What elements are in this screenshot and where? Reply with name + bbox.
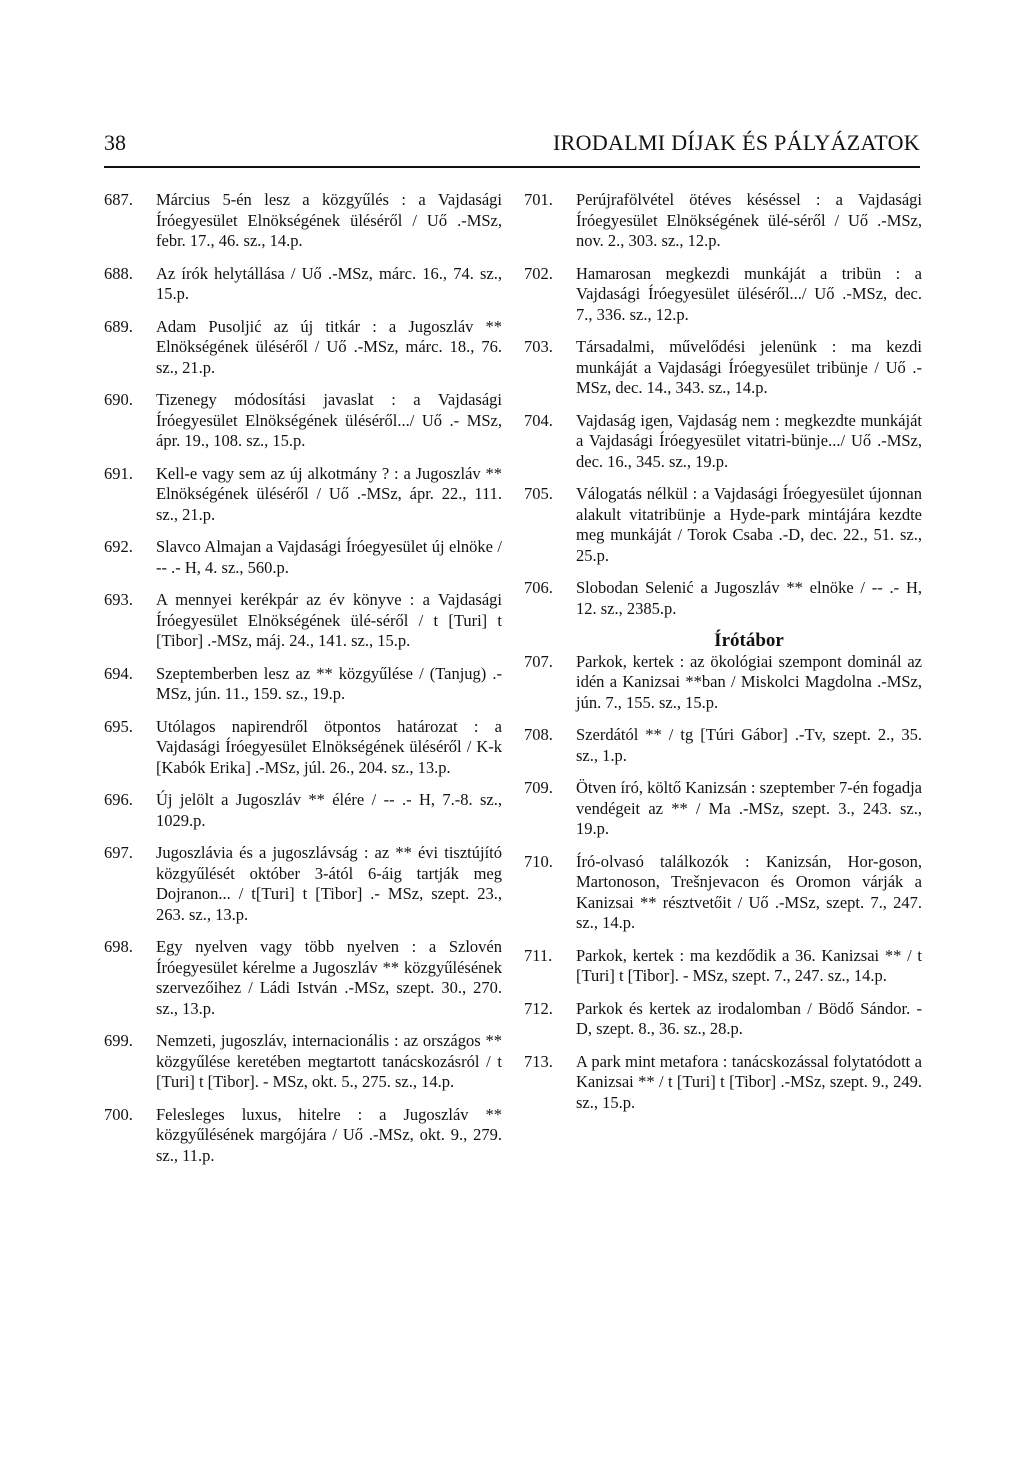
bibliography-entry <box>104 464 502 526</box>
entry-text: Társadalmi, művelődési jelenünk : ma kezdi munkáját a Vajdasági Íróegyesület tribünje / Uő .- MSz, dec. 14., 343. sz., 14.p. <box>576 337 922 397</box>
entry-text: Író-olvasó találkozók : Kanizsán, Hor-goson, Martonoson, Trešnjevacon és Oromon várják a Kanizsai ** résztvetőit / Uő .-MSz, szept. 7., 247. sz., 14.p. <box>576 851 922 932</box>
bibliography-entry <box>524 652 922 714</box>
entry-text: Adam Pusoljić az új titkár : a Jugoszláv ** Elnökségének üléséről / Uő .-MSz, márc. 18., 76. sz., 21.p. <box>156 316 502 377</box>
entry-text: Március 5-én lesz a közgyűlés : a Vajdasági Íróegyesület Elnökségének üléséről / Uő .-MSz, febr. 17., 46. sz., 14.p. <box>156 190 502 250</box>
entry-number: 707. <box>524 651 553 671</box>
entry-number: 713. <box>524 1051 553 1071</box>
entry-number: 695. <box>104 716 133 736</box>
entry-text: Parkok és kertek az irodalomban / Bödő Sándor. - D, szept. 8., 36. sz., 28.p. <box>576 998 922 1038</box>
right-column <box>524 190 922 1125</box>
bibliography-entry <box>524 999 922 1040</box>
entry-number: 689. <box>104 316 133 336</box>
bibliography-entry <box>524 946 922 987</box>
entry-number: 698. <box>104 937 133 956</box>
bibliography-entry <box>104 390 502 452</box>
entry-number: 693. <box>104 590 133 609</box>
entry-number: 697. <box>104 843 133 862</box>
bibliography-entry <box>104 537 502 578</box>
bibliography-entry <box>104 790 502 831</box>
entry-text: Tizenegy módosítási javaslat : a Vajdasági Íróegyesület Elnökségének üléséről.../ Uő .- MSz, ápr. 19., 108. sz., 15.p. <box>156 390 502 450</box>
entry-text: Slavco Almajan a Vajdasági Íróegyesület új elnöke / -- .- H, 4. sz., 560.p. <box>156 537 502 577</box>
entry-text: Utólagos napirendről ötpontos határozat : a Vajdasági Íróegyesület Elnökségének üléséről / K-k [Kabók Erika] .-MSz, júl. 26., 204. sz., 13.p. <box>156 716 502 777</box>
entry-number: 703. <box>524 337 553 356</box>
entry-number: 708. <box>524 725 553 744</box>
entry-text: Szeptemberben lesz az ** közgyűlése / (Tanjug) .-MSz, jún. 11., 159. sz., 19.p. <box>156 663 502 703</box>
entry-text: Vajdaság igen, Vajdaság nem : megkezdte munkáját a Vajdasági Íróegyesület vitatri-bünje.../ Uő .-MSz, dec. 16., 345. sz., 19.p. <box>576 410 922 471</box>
entry-text: Felesleges luxus, hitelre : a Jugoszláv ** közgyűlésének margójára / Uő .-MSz, okt. 9., 279. sz., 11.p. <box>156 1104 502 1165</box>
entry-text: Válogatás nélkül : a Vajdasági Íróegyesület újonnan alakult vitatribünje a Hyde-park mintájára kezdte meg munkáját / Torok Csaba .-D, dec. 22., 51. sz., 25.p. <box>576 484 922 565</box>
entry-text: Perújrafölvétel ötéves késéssel : a Vajdasági Íróegyesület Elnökségének ülé-séről / Uő .-MSz, nov. 2., 303. sz., 12.p. <box>576 190 922 250</box>
bibliography-entry <box>104 664 502 705</box>
bibliography-entry <box>524 484 922 566</box>
entry-number: 696. <box>104 790 133 809</box>
entry-number: 705. <box>524 484 553 503</box>
entry-text: Jugoszlávia és a jugoszlávság : az ** évi tisztújító közgyűlését október 3-ától 6-áig tartják meg Dojranon... / t[Turi] t [Tibor] .- MSz, szept. 23., 263. sz., 13.p. <box>156 843 502 924</box>
entry-text: Egy nyelven vagy több nyelven : a Szlovén Íróegyesület kérelme a Jugoszláv ** közgyűlésének szervezőihez / Ládi István .-MSz, szept. 30., 270. sz., 13.p. <box>156 937 502 1018</box>
bibliography-entry <box>104 717 502 779</box>
entry-number: 691. <box>104 463 133 483</box>
entry-text: Hamarosan megkezdi munkáját a tribün : a Vajdasági Íróegyesület üléséről.../ Uő .-MSz, dec. 7., 336. sz., 12.p. <box>576 263 922 324</box>
bibliography-entry <box>524 725 922 766</box>
entry-number: 710. <box>524 851 553 871</box>
entry-number: 699. <box>104 1031 133 1050</box>
running-title: IRODALMI DÍJAK ÉS PÁLYÁZATOK <box>553 130 920 155</box>
header-rule <box>104 166 920 168</box>
entry-text: Nemzeti, jugoszláv, internacionális : az országos ** közgyűlése keretében megtartott tanácskozásról / t [Turi] t [Tibor]. - MSz, okt. 5., 275. sz., 14.p. <box>156 1031 502 1091</box>
bibliography-entry <box>104 590 502 652</box>
bibliography-entry <box>104 317 502 379</box>
entry-text: Szerdától ** / tg [Túri Gábor] .-Tv, szept. 2., 35. sz., 1.p. <box>576 725 922 765</box>
entry-number: 701. <box>524 190 553 209</box>
left-column <box>104 190 502 1178</box>
bibliography-entry <box>104 1031 502 1093</box>
entry-number: 692. <box>104 537 133 556</box>
entry-text: Új jelölt a Jugoszláv ** élére / -- .- H, 7.-8. sz., 1029.p. <box>156 790 502 830</box>
bibliography-entry <box>104 1105 502 1167</box>
entry-text: Slobodan Selenić a Jugoszláv ** elnöke / -- .- H, 12. sz., 2385.p. <box>576 578 922 618</box>
entry-number: 690. <box>104 390 133 409</box>
bibliography-entry <box>104 937 502 1019</box>
bibliography-entry <box>524 337 922 399</box>
section-heading: Írótábor <box>714 630 784 651</box>
bibliography-entry <box>104 190 502 252</box>
bibliography-entry <box>524 1052 922 1114</box>
page-number: 38 <box>104 130 126 155</box>
bibliography-entry <box>524 190 922 252</box>
entry-text: Kell-e vagy sem az új alkotmány ? : a Jugoszláv ** Elnökségének üléséről / Uő .-MSz, ápr. 22., 111. sz., 21.p. <box>156 463 502 524</box>
entry-number: 687. <box>104 190 133 209</box>
entry-text: Az írók helytállása / Uő .-MSz, márc. 16., 74. sz., 15.p. <box>156 263 502 303</box>
bibliography-entry <box>524 411 922 473</box>
bibliography-entry <box>524 264 922 326</box>
entry-text: Parkok, kertek : az ökológiai szempont dominál az idén a Kanizsai **ban / Miskolci Magdolna .-MSz, jún. 7., 155. sz., 15.p. <box>576 651 922 712</box>
entry-number: 706. <box>524 578 553 597</box>
entry-number: 688. <box>104 263 133 283</box>
entry-number: 702. <box>524 263 553 283</box>
entry-text: Parkok, kertek : ma kezdődik a 36. Kanizsai ** / t [Turi] t [Tibor]. - MSz, szept. 7., 247. sz., 14.p. <box>576 945 922 985</box>
entry-number: 709. <box>524 778 553 797</box>
entry-text: Ötven író, költő Kanizsán : szeptember 7-én fogadja vendégeit az ** / Ma .-MSz, szept. 3., 243. sz., 19.p. <box>576 778 922 838</box>
bibliography-entry <box>524 578 922 619</box>
bibliography-entry <box>104 264 502 305</box>
entry-number: 700. <box>104 1104 133 1124</box>
bibliography-entry <box>524 778 922 840</box>
bibliography-entry <box>104 843 502 925</box>
entry-number: 704. <box>524 410 553 430</box>
entry-number: 711. <box>524 945 553 965</box>
bibliography-entry <box>524 852 922 934</box>
entry-text: A park mint metafora : tanácskozással folytatódott a Kanizsai ** / t [Turi] t [Tibor] .-MSz, szept. 9., 249. sz., 15.p. <box>576 1051 922 1112</box>
entry-number: 712. <box>524 998 553 1018</box>
entry-number: 694. <box>104 663 133 683</box>
entry-text: A mennyei kerékpár az év könyve : a Vajdasági Íróegyesület Elnökségének ülé-séről / t [Turi] t [Tibor] .-MSz, máj. 24., 141. sz., 15.p. <box>156 590 502 650</box>
